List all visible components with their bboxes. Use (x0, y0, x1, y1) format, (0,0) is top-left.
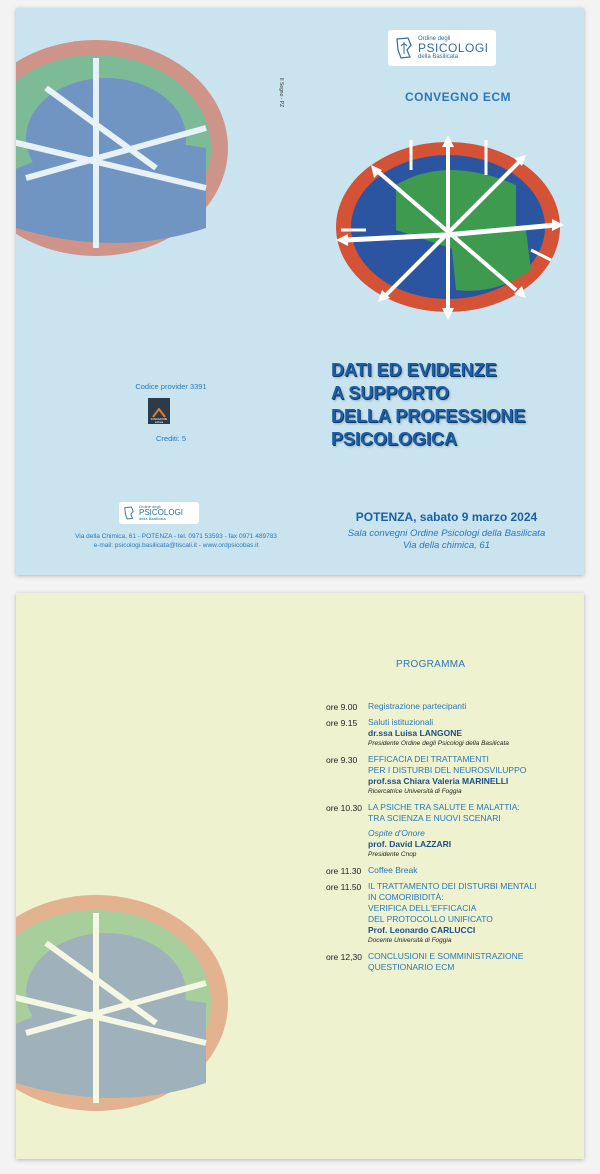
title-line: DELLA PROFESSIONE (331, 406, 526, 426)
program-time: ore 11.50 (326, 882, 362, 892)
program-title: Registrazione partecipanti (368, 701, 467, 711)
logo-line2: PSICOLOGI (418, 41, 489, 55)
program-title: IN COMORIBIDITÀ: (368, 892, 444, 902)
convegno-label: CONVEGNO ECM (404, 90, 511, 104)
logo-line3: della Basilicata (139, 516, 166, 521)
program-title: EFFICACIA DEI TRATTAMENTI (368, 754, 489, 764)
basilicata-map-icon (123, 505, 135, 521)
program-item (326, 717, 576, 749)
address-line: Via della Chimica, 61 - POTENZA - tel. 0971 53593 - fax 0971 489783 (75, 533, 277, 540)
basilicata-map-icon (394, 36, 414, 60)
venue-line: Sala convegni Ordine Psicologi della Basilicata (347, 528, 546, 539)
contact-line: e-mail: psicologi.basilicata@tiscali.it - www.ordpsicobas.it (93, 542, 259, 549)
program-title: TRA SCIENZA E NUOVI SCENARI (368, 813, 501, 823)
program-speaker: dr.ssa Luisa LANGONE (368, 728, 462, 738)
program-title: CONCLUSIONI E SOMMINISTRAZIONE (368, 951, 524, 961)
title-line: PSICOLOGICA (331, 429, 458, 449)
program-list (326, 701, 576, 978)
cover-page (16, 8, 584, 575)
program-speaker: prof. David LAZZARI (368, 839, 452, 849)
program-time: ore 9.15 (326, 718, 358, 728)
logo-line2: PSICOLOGI (139, 508, 184, 517)
emblem-decoration-bottom (16, 883, 236, 1123)
program-page (16, 593, 584, 1159)
logo-line3: della Basilicata (418, 54, 459, 60)
program-title: VERIFICA DELL'EFFICACIA (368, 903, 477, 913)
antheia-mark-icon (152, 408, 166, 418)
program-title: Coffee Break (368, 865, 418, 875)
program-role: Presidente Cnop (368, 851, 417, 858)
ordine-logo (388, 30, 496, 66)
program-heading: PROGRAMMA (396, 659, 466, 670)
program-time: ore 9.00 (326, 702, 358, 712)
crediti: Crediti: 5 (155, 434, 186, 443)
event-title (331, 359, 525, 451)
program-role: Presidente Ordine degli Psicologi della Basilicata (368, 740, 509, 747)
program-item (326, 951, 576, 973)
logo-line1: Ordine degli (418, 36, 451, 42)
antheia-logo-text: FONDAZIONE antheia (150, 418, 168, 424)
program-time: ore 10.30 (326, 803, 362, 813)
program-title: DEL PROTOCOLLO UNIFICATO (368, 914, 493, 924)
program-time: ore 9.30 (326, 755, 358, 765)
program-title: QUESTIONARIO ECM (368, 962, 455, 972)
event-venue (334, 528, 559, 552)
emblem-decoration-left (16, 28, 236, 268)
program-guest-label: Ospite d'Onore (368, 828, 425, 838)
program-title: IL TRATTAMENTO DEI DISTURBI MENTALI (368, 881, 537, 891)
program-speaker: Prof. Leonardo CARLUCCI (368, 925, 476, 935)
program-item (326, 881, 576, 946)
program-item (326, 754, 576, 797)
program-item (326, 802, 576, 860)
program-role: Ricercatrice Università di Foggia (368, 788, 462, 795)
program-time: ore 11.30 (326, 866, 362, 876)
ordine-logo-small (119, 502, 199, 524)
provider-code: Codice provider 3391 (135, 382, 207, 391)
program-speaker: prof.ssa Chiara Valeria MARINELLI (368, 776, 509, 786)
antheia-logo (148, 398, 170, 424)
program-role: Docente Università di Foggia (368, 937, 452, 944)
program-item (326, 865, 576, 876)
program-time: ore 12,30 (326, 952, 362, 962)
program-title: LA PSICHE TRA SALUTE E MALATTIA: (368, 802, 520, 812)
emblem-graphic (326, 130, 571, 325)
program-item (326, 701, 576, 712)
title-line: A SUPPORTO (331, 383, 450, 403)
spine-text: Il Segno - PZ (278, 78, 284, 108)
venue-line: Via della chimica, 61 (403, 540, 490, 551)
program-title: PER I DISTURBI DEL NEUROSVILUPPO (368, 765, 527, 775)
program-title: Saluti istituzionali (368, 717, 434, 727)
event-date: POTENZA, sabato 9 marzo 2024 (355, 510, 538, 524)
title-line: DATI ED EVIDENZE (331, 360, 497, 380)
logo-line1: Ordine degli (139, 504, 161, 509)
